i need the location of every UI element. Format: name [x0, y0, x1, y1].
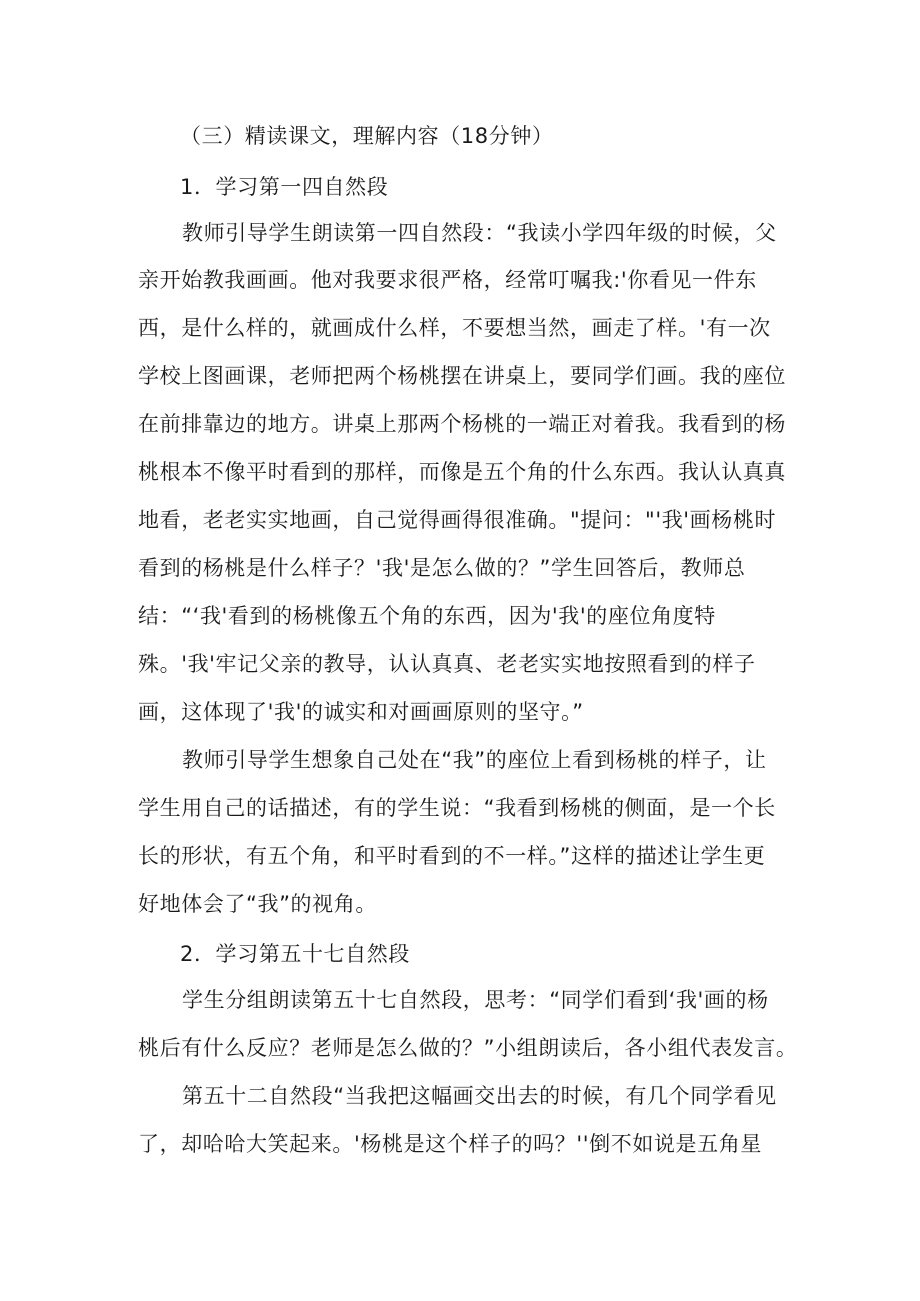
- section-heading: （三）精读课文，理解内容（18分钟）: [180, 124, 554, 148]
- paragraph-4-line: 第五十二自然段“当我把这幅画交出去的时候，有几个同学看见: [182, 1084, 777, 1108]
- paragraph-4-line: 了，却哈哈大笑起来。'杨桃是这个样子的吗？''倒不如说是五角星: [138, 1132, 762, 1156]
- paragraph-1-line: 学校上图画课，老师把两个杨桃摆在讲桌上，要同学们画。我的座位: [138, 364, 786, 388]
- paragraph-2-line: 长的形状，有五个角，和平时看到的不一样。”这样的描述让学生更: [138, 844, 766, 868]
- paragraph-1-line: 桃根本不像平时看到的那样，而像是五个角的什么东西。我认认真真: [138, 460, 786, 484]
- paragraph-1-line: 西，是什么样的，就画成什么样，不要想当然，画走了样。'有一次: [138, 316, 771, 340]
- paragraph-1-line: 地看，老老实实地画，自己觉得画得很准确。"提问："'我'画杨桃时: [138, 508, 777, 532]
- paragraph-3-line: 桃后有什么反应？老师是怎么做的？”小组朗读后，各小组代表发言。: [138, 1036, 798, 1060]
- subsection-heading-2: 2．学习第五十七自然段: [180, 942, 410, 966]
- paragraph-1-line: 结：“‘我'看到的杨桃像五个角的东西，因为'我'的座位角度特: [138, 604, 716, 628]
- paragraph-1-line: 在前排靠边的地方。讲桌上那两个杨桃的一端正对着我。我看到的杨: [138, 412, 786, 436]
- paragraph-2-line: 好地体会了“我”的视角。: [138, 892, 377, 916]
- paragraph-2-line: 学生用自己的话描述，有的学生说：“我看到杨桃的侧面，是一个长: [138, 796, 776, 820]
- paragraph-1-line: 亲开始教我画画。他对我要求很严格，经常叮嘱我:'你看见一件东: [138, 268, 757, 292]
- subsection-heading-1: 1．学习第一四自然段: [180, 175, 389, 199]
- paragraph-1-line: 画，这体现了'我'的诚实和对画画原则的坚守。”: [138, 700, 584, 724]
- paragraph-1-line: 教师引导学生朗读第一四自然段：“我读小学四年级的时候，父: [182, 221, 777, 245]
- paragraph-3-line: 学生分组朗读第五十七自然段，思考：“同学们看到‘我'画的杨: [182, 988, 769, 1012]
- paragraph-1-line: 殊。'我'牢记父亲的教导，认认真真、老老实实地按照看到的样子: [138, 652, 756, 676]
- paragraph-1-line: 看到的杨桃是什么样子？'我'是怎么做的？”学生回答后，教师总: [138, 556, 746, 580]
- paragraph-2-line: 教师引导学生想象自己处在“我”的座位上看到杨桃的样子，让: [182, 748, 767, 772]
